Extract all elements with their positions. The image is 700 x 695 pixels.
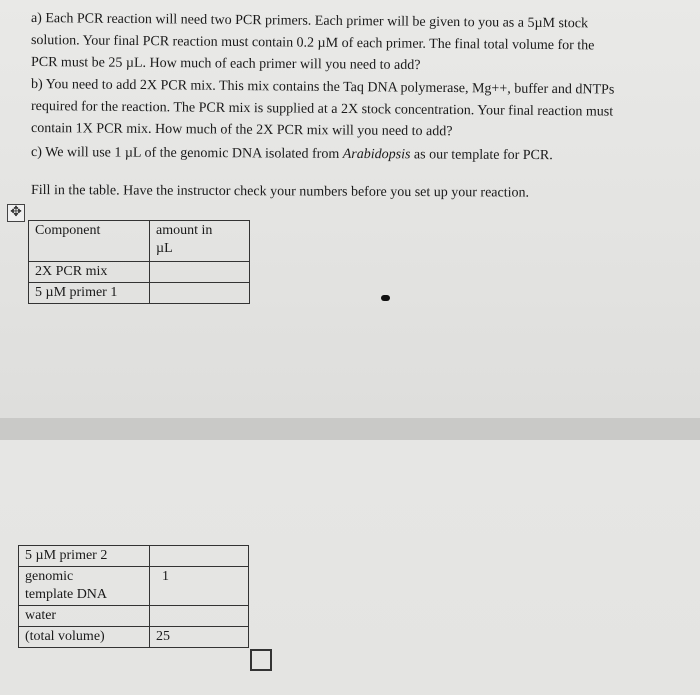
genomic-line-2: template DNA xyxy=(25,587,108,602)
header-amount-line-1: amount in xyxy=(156,223,213,238)
row-component-total-volume: (total volume) xyxy=(19,627,150,648)
part-a-line-2: solution. Your final PCR reaction must contain 0.2 µM of each primer. The final total volume for the xyxy=(30,33,595,54)
ink-mark xyxy=(381,295,390,301)
row-component-genomic-dna xyxy=(19,567,150,606)
table-row xyxy=(19,627,249,648)
move-icon[interactable]: ✥ xyxy=(7,204,25,222)
row-amount-primer-1[interactable] xyxy=(150,283,250,304)
row-amount-genomic-dna[interactable]: 1 xyxy=(150,567,249,606)
table-row xyxy=(29,262,250,283)
row-amount-pcr-mix[interactable] xyxy=(150,262,250,283)
row-component-primer-2: 5 µM primer 2 xyxy=(19,546,150,567)
reaction-table-top xyxy=(28,220,250,304)
table-row xyxy=(19,546,249,567)
row-component-water: water xyxy=(19,606,150,627)
part-b-line-1: b) You need to add 2X PCR mix. This mix contains the Taq DNA polymerase, Mg++, buffer and dNTPs xyxy=(30,77,615,98)
header-amount xyxy=(150,221,250,262)
part-b-line-3: contain 1X PCR mix. How much of the 2X PCR mix will you need to add? xyxy=(30,121,453,140)
row-component-pcr-mix: 2X PCR mix xyxy=(29,262,150,283)
genomic-line-1: genomic xyxy=(25,569,74,584)
table-row xyxy=(19,606,249,627)
row-amount-water[interactable] xyxy=(150,606,249,627)
part-b-line-2: required for the reaction. The PCR mix is supplied at a 2X stock concentration. Your final reaction must xyxy=(30,99,614,120)
part-a-line-1: a) Each PCR reaction will need two PCR primers. Each primer will be given to you as a 5µM stock xyxy=(30,11,589,32)
row-amount-total-volume[interactable]: 25 xyxy=(150,627,249,648)
header-amount-line-2: µL xyxy=(156,241,173,256)
part-c-suffix: as our template for PCR. xyxy=(410,147,553,164)
reaction-table-bottom xyxy=(18,545,249,648)
row-component-primer-1: 5 µM primer 1 xyxy=(29,283,150,304)
table-row xyxy=(29,283,250,304)
resize-handle-icon[interactable] xyxy=(250,649,272,671)
header-component: Component xyxy=(29,221,150,262)
row-amount-primer-2[interactable] xyxy=(150,546,249,567)
part-c-prefix: c) We will use 1 µL of the genomic DNA isolated from xyxy=(30,145,343,162)
part-a-line-3: PCR must be 25 µL. How much of each primer will you need to add? xyxy=(30,55,421,74)
table-row xyxy=(19,567,249,606)
part-c-organism: Arabidopsis xyxy=(342,146,411,163)
page-separator-band xyxy=(0,418,700,440)
part-c-line xyxy=(31,144,553,165)
table-header-row xyxy=(29,221,250,262)
instruction-text: Fill in the table. Have the instructor check your numbers before you set up your reaction. xyxy=(30,183,530,201)
